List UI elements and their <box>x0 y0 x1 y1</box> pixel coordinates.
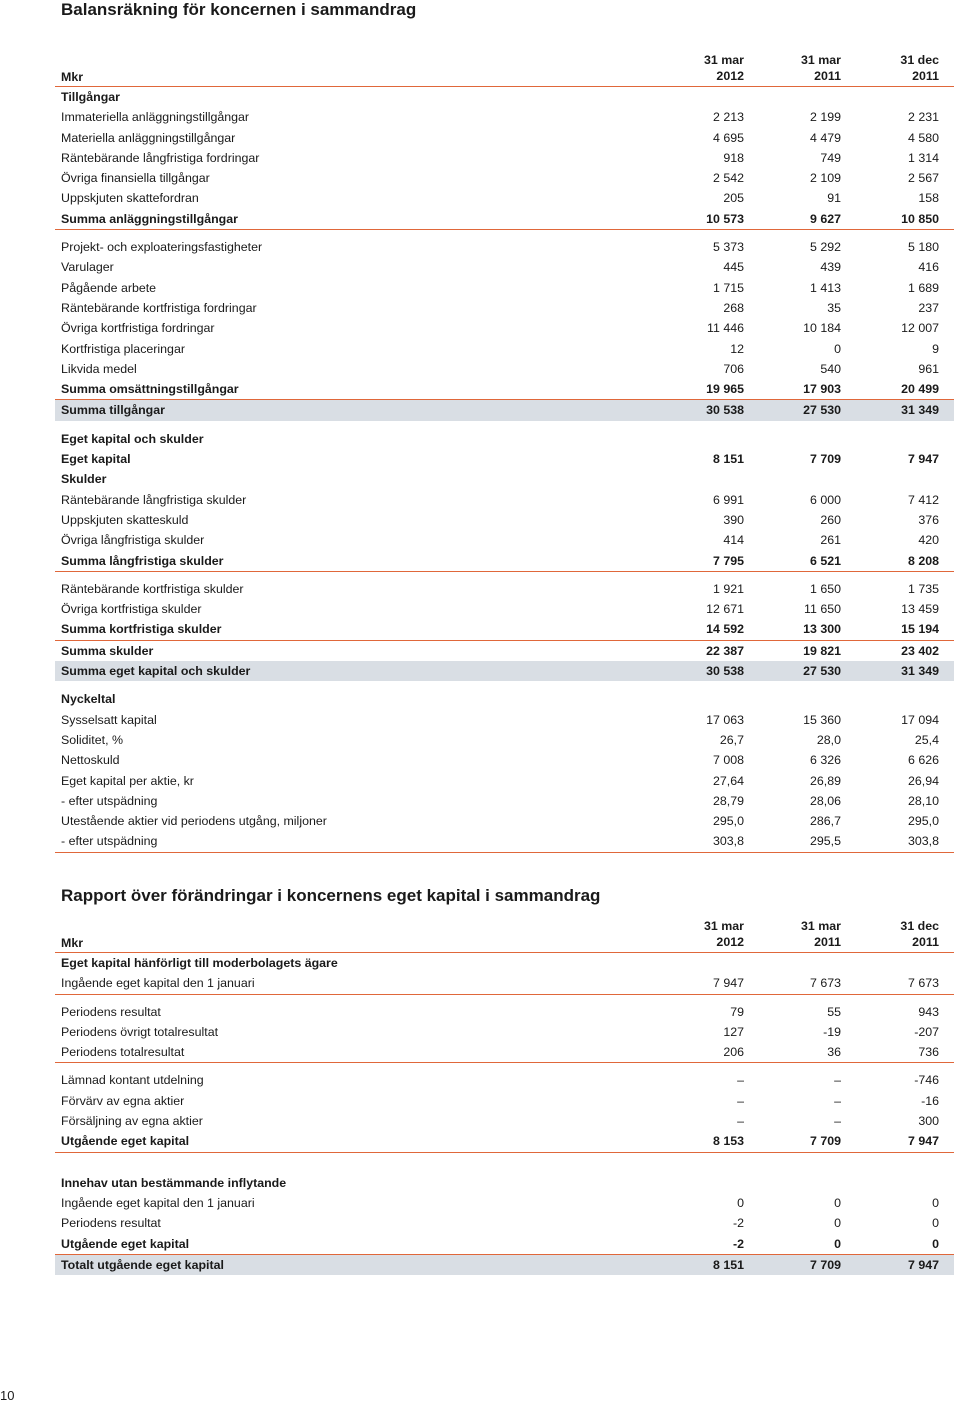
row-label: Immateriella anläggningstillgångar <box>61 110 250 125</box>
table-row <box>55 1213 954 1233</box>
row-value-col2: 9 627 <box>809 211 841 226</box>
row-value-col1: 7 795 <box>712 553 744 568</box>
row-label: Summa skulder <box>61 643 154 658</box>
header-col3: 31 dec 2011 <box>900 53 939 83</box>
row-label: Projekt- och exploateringsfastigheter <box>61 240 263 255</box>
row-value-col3: 420 <box>918 533 939 548</box>
header-label: Mkr <box>61 70 84 84</box>
row-value-col3: 300 <box>918 1114 939 1129</box>
header-col3: 31 dec 2011 <box>900 919 939 949</box>
row-value-col2: – <box>834 1093 841 1108</box>
row-value-col2: 749 <box>820 150 841 165</box>
row-value-col3: 4 580 <box>907 130 939 145</box>
row-value-col3: 26,94 <box>907 773 939 788</box>
row-value-col3: 17 094 <box>901 712 939 727</box>
row-label: Pågående arbete <box>61 280 157 295</box>
row-label: Nettoskuld <box>61 753 120 768</box>
row-label: Tillgångar <box>61 90 120 104</box>
row-value-col2: 0 <box>834 1236 841 1251</box>
table-row <box>55 107 954 127</box>
row-value-col1: 414 <box>723 533 744 548</box>
table-row <box>55 641 954 661</box>
row-value-col1: 2 213 <box>712 110 744 125</box>
table-row <box>55 791 954 811</box>
row-value-col3: 7 947 <box>907 452 939 467</box>
row-value-col2: 439 <box>820 260 841 275</box>
table-row <box>55 730 954 750</box>
row-value-col2: 2 109 <box>809 171 841 186</box>
row-label: Utgående eget kapital <box>61 1134 190 1149</box>
row-value-col1: 706 <box>723 361 744 376</box>
table-row <box>55 318 954 338</box>
header-col2: 31 mar 2011 <box>801 919 841 949</box>
row-label: Eget kapital per aktie, kr <box>61 773 194 788</box>
table-row <box>55 1255 954 1275</box>
row-value-col1: 127 <box>723 1024 744 1039</box>
table-row <box>55 237 954 257</box>
row-value-col3: 31 349 <box>901 403 939 418</box>
row-label: Summa anläggningstillgångar <box>61 211 238 226</box>
equity-table <box>55 912 954 1275</box>
table-row <box>55 510 954 530</box>
row-label: Ingående eget kapital den 1 januari <box>61 1195 255 1210</box>
table-row <box>55 973 954 994</box>
row-label: Periodens övrigt totalresultat <box>61 1024 219 1039</box>
row-value-col3: 20 499 <box>901 382 939 397</box>
row-label: Förvärv av egna aktier <box>61 1093 185 1108</box>
row-label: Summa omsättningstillgångar <box>61 382 239 397</box>
row-value-col3: 13 459 <box>901 602 939 617</box>
row-label: Räntebärande kortfristiga skulder <box>61 581 244 596</box>
row-value-col3: 303,8 <box>907 834 939 849</box>
row-value-col1: 1 715 <box>712 280 744 295</box>
row-value-col3: 25,4 <box>914 732 939 747</box>
row-value-col3: 1 314 <box>907 150 939 165</box>
table-row <box>55 710 954 730</box>
row-value-col1: 205 <box>723 191 744 206</box>
row-value-col1: 1 921 <box>712 581 744 596</box>
row-value-col1: – <box>737 1093 744 1108</box>
row-label: Nyckeltal <box>61 692 116 707</box>
row-value-col3: 0 <box>932 1216 939 1231</box>
row-value-col1: 445 <box>723 260 744 275</box>
row-value-col2: 7 673 <box>809 976 841 991</box>
row-value-col3: 0 <box>932 1195 939 1210</box>
row-value-col2: 26,89 <box>809 773 841 788</box>
table-row <box>55 619 954 640</box>
row-value-col2: 10 184 <box>803 321 841 336</box>
table-row <box>55 449 954 469</box>
row-value-col3: 9 <box>932 341 939 356</box>
row-value-col1: 5 373 <box>712 240 744 255</box>
row-value-col2: 1 650 <box>809 581 841 596</box>
row-value-col3: -746 <box>914 1073 939 1088</box>
table-row <box>55 359 954 379</box>
row-value-col2: 7 709 <box>809 452 841 467</box>
row-value-col3: 6 626 <box>907 753 939 768</box>
table-row <box>55 1173 954 1193</box>
row-label: - efter utspädning <box>61 793 158 808</box>
table-row <box>55 429 954 449</box>
row-value-col2: 36 <box>827 1045 841 1060</box>
row-value-col1: 7 947 <box>712 976 744 991</box>
row-value-col1: 2 542 <box>712 171 744 186</box>
table-row <box>55 579 954 599</box>
table-row <box>55 953 954 973</box>
row-label: Utgående eget kapital <box>61 1236 190 1251</box>
row-value-col2: 28,0 <box>816 732 841 747</box>
row-value-col3: 7 947 <box>907 1257 939 1272</box>
table-row <box>55 1193 954 1213</box>
row-label: Innehav utan bestämmande inflytande <box>61 1175 287 1190</box>
row-label: Räntebärande kortfristiga fordringar <box>61 300 257 315</box>
row-value-col1: 22 387 <box>706 643 744 658</box>
row-value-col1: 303,8 <box>712 834 744 849</box>
row-value-col2: 0 <box>834 341 841 356</box>
row-value-col1: 206 <box>723 1045 744 1060</box>
row-value-col3: 2 567 <box>907 171 939 186</box>
row-value-col2: 4 479 <box>809 130 841 145</box>
table-row <box>55 831 954 852</box>
row-label: Ingående eget kapital den 1 januari <box>61 976 255 991</box>
row-value-col2: 286,7 <box>809 814 841 829</box>
table-row <box>55 551 954 572</box>
row-value-col1: 918 <box>723 150 744 165</box>
table-row <box>55 661 954 681</box>
row-value-col3: 376 <box>918 512 939 527</box>
row-label: Eget kapital hänförligt till moderbolagets ägare <box>61 956 338 970</box>
table-row <box>55 771 954 791</box>
row-value-col2: 1 413 <box>809 280 841 295</box>
row-value-col3: 237 <box>918 300 939 315</box>
row-value-col1: 28,79 <box>712 793 744 808</box>
row-value-col3: -207 <box>914 1024 939 1039</box>
row-label: Periodens totalresultat <box>61 1045 185 1060</box>
table-row <box>55 490 954 510</box>
row-label: Övriga finansiella tillgångar <box>61 171 210 186</box>
row-label: Summa eget kapital och skulder <box>61 664 251 679</box>
table-row <box>55 128 954 148</box>
row-label: Räntebärande långfristiga fordringar <box>61 150 260 165</box>
row-value-col1: 27,64 <box>712 773 744 788</box>
row-value-col2: 11 650 <box>804 602 841 617</box>
row-value-col1: – <box>737 1073 744 1088</box>
table-row <box>55 530 954 550</box>
balance-title: Balansräkning för koncernen i sammandrag <box>61 0 417 19</box>
table-row <box>55 278 954 298</box>
row-value-col1: -2 <box>732 1216 744 1231</box>
row-value-col3: 5 180 <box>907 240 939 255</box>
row-value-col3: 7 673 <box>907 976 939 991</box>
table-row <box>55 1234 954 1255</box>
table-row <box>55 1042 954 1063</box>
row-value-col1: 390 <box>723 512 744 527</box>
table-row <box>55 339 954 359</box>
row-value-col1: 30 538 <box>706 403 744 418</box>
row-value-col3: 7 412 <box>907 492 939 507</box>
row-value-col1: 79 <box>730 1004 744 1019</box>
row-value-col1: 12 <box>730 341 744 356</box>
row-label: Försäljning av egna aktier <box>61 1114 203 1129</box>
row-value-col1: 7 008 <box>712 753 744 768</box>
row-label: Periodens resultat <box>61 1216 161 1231</box>
table-row <box>55 298 954 318</box>
row-label: Summa tillgångar <box>61 403 165 418</box>
row-label: Uppskjuten skatteskuld <box>61 512 189 527</box>
table-row <box>55 1111 954 1131</box>
row-value-col1: 8 151 <box>712 1257 744 1272</box>
page-number: 10 <box>0 1388 15 1403</box>
table-row <box>55 599 954 619</box>
row-value-col2: 7 709 <box>809 1134 841 1149</box>
row-value-col3: 8 208 <box>907 553 939 568</box>
row-value-col2: 27 530 <box>803 664 841 679</box>
row-value-col1: -2 <box>732 1236 744 1251</box>
row-label: Periodens resultat <box>61 1004 161 1019</box>
table-row <box>55 257 954 277</box>
row-value-col2: 55 <box>827 1004 841 1019</box>
balance-table <box>55 46 954 853</box>
row-value-col1: 12 671 <box>706 602 744 617</box>
row-value-col1: 295,0 <box>712 814 744 829</box>
row-value-col2: 6 000 <box>809 492 841 507</box>
row-label: Materiella anläggningstillgångar <box>61 130 236 145</box>
table-row <box>55 188 954 208</box>
row-value-col2: 0 <box>834 1195 841 1210</box>
row-value-col1: 0 <box>737 1195 744 1210</box>
row-value-col3: 295,0 <box>907 814 939 829</box>
row-value-col3: 28,10 <box>907 793 939 808</box>
row-label: Skulder <box>61 472 107 487</box>
row-value-col1: – <box>737 1114 744 1129</box>
row-value-col3: 31 349 <box>901 664 939 679</box>
row-value-col2: 27 530 <box>803 403 841 418</box>
row-value-col2: 13 300 <box>803 622 841 637</box>
row-value-col1: 17 063 <box>706 712 744 727</box>
row-value-col2: 6 521 <box>809 553 841 568</box>
row-value-col2: 540 <box>820 361 841 376</box>
row-value-col3: 1 735 <box>907 581 939 596</box>
row-value-col3: 12 007 <box>901 321 939 336</box>
row-value-col3: 158 <box>918 191 939 206</box>
row-value-col3: 961 <box>918 361 939 376</box>
table-row <box>55 750 954 770</box>
row-value-col2: 91 <box>827 191 841 206</box>
row-label: Uppskjuten skattefordran <box>61 191 199 206</box>
row-label: Räntebärande långfristiga skulder <box>61 492 247 507</box>
row-value-col3: 23 402 <box>901 643 939 658</box>
row-label: Övriga kortfristiga fordringar <box>61 321 215 336</box>
row-value-col3: 7 947 <box>907 1134 939 1149</box>
table-row <box>55 148 954 168</box>
row-value-col3: 416 <box>918 260 939 275</box>
row-value-col1: 6 991 <box>712 492 744 507</box>
table-row <box>55 87 954 107</box>
row-label: Summa kortfristiga skulder <box>61 622 222 637</box>
row-value-col2: – <box>834 1073 841 1088</box>
row-value-col1: 30 538 <box>706 664 744 679</box>
header-col1: 31 mar 2012 <box>704 53 744 83</box>
row-value-col3: 736 <box>918 1045 939 1060</box>
balance-header <box>55 46 954 87</box>
row-value-col1: 10 573 <box>706 211 744 226</box>
row-value-col2: 15 360 <box>803 712 841 727</box>
table-row <box>55 689 954 709</box>
row-value-col1: 26,7 <box>719 732 744 747</box>
row-label: Övriga kortfristiga skulder <box>61 602 202 617</box>
row-value-col3: 10 850 <box>901 211 939 226</box>
row-value-col2: 35 <box>827 300 841 315</box>
row-value-col2: 2 199 <box>809 110 841 125</box>
row-value-col1: 268 <box>723 300 744 315</box>
header-col1: 31 mar 2012 <box>704 919 744 949</box>
table-row <box>55 1131 954 1152</box>
table-row <box>55 168 954 188</box>
row-value-col1: 8 153 <box>712 1134 744 1149</box>
table-row <box>55 811 954 831</box>
row-label: Utestående aktier vid periodens utgång, miljoner <box>61 814 327 829</box>
table-row <box>55 1091 954 1111</box>
row-label: Eget kapital <box>61 452 131 467</box>
table-row <box>55 1002 954 1022</box>
row-value-col2: 17 903 <box>803 382 841 397</box>
table-row <box>55 1022 954 1042</box>
table-row <box>55 400 954 420</box>
row-value-col1: 19 965 <box>706 382 744 397</box>
row-label: Eget kapital och skulder <box>61 431 204 446</box>
row-value-col2: 0 <box>834 1216 841 1231</box>
row-label: Summa långfristiga skulder <box>61 553 224 568</box>
row-value-col3: 0 <box>932 1236 939 1251</box>
row-label: Soliditet, % <box>61 732 123 747</box>
row-label: Likvida medel <box>61 361 137 376</box>
row-label: Varulager <box>61 260 114 275</box>
row-value-col1: 14 592 <box>706 622 744 637</box>
row-value-col3: 15 194 <box>901 622 939 637</box>
row-label: Lämnad kontant utdelning <box>61 1073 204 1088</box>
row-value-col2: 28,06 <box>809 793 841 808</box>
row-value-col2: 261 <box>820 533 841 548</box>
header-label: Mkr <box>61 936 84 950</box>
row-value-col3: 1 689 <box>907 280 939 295</box>
row-label: Sysselsatt kapital <box>61 712 157 727</box>
row-label: Totalt utgående eget kapital <box>61 1257 224 1272</box>
row-label: - efter utspädning <box>61 834 158 849</box>
row-value-col1: 8 151 <box>712 452 744 467</box>
row-label: Övriga långfristiga skulder <box>61 533 205 548</box>
row-value-col3: 943 <box>918 1004 939 1019</box>
equity-title: Rapport över förändringar i koncernens eget kapital i sammandrag <box>61 886 601 905</box>
table-row <box>55 1070 954 1090</box>
row-value-col2: 6 326 <box>809 753 841 768</box>
row-value-col2: 260 <box>820 512 841 527</box>
row-value-col1: 11 446 <box>707 321 744 336</box>
row-label: Kortfristiga placeringar <box>61 341 185 356</box>
equity-header <box>55 912 954 953</box>
row-value-col2: – <box>834 1114 841 1129</box>
table-row <box>55 379 954 400</box>
row-value-col3: -16 <box>921 1093 939 1108</box>
row-value-col3: 2 231 <box>907 110 939 125</box>
row-value-col2: -19 <box>823 1024 841 1039</box>
row-value-col2: 5 292 <box>809 240 841 255</box>
table-row <box>55 469 954 489</box>
row-value-col2: 295,5 <box>809 834 841 849</box>
row-value-col2: 7 709 <box>809 1257 841 1272</box>
table-row <box>55 209 954 230</box>
header-col2: 31 mar 2011 <box>801 53 841 83</box>
row-value-col2: 19 821 <box>803 643 841 658</box>
row-value-col1: 4 695 <box>712 130 744 145</box>
